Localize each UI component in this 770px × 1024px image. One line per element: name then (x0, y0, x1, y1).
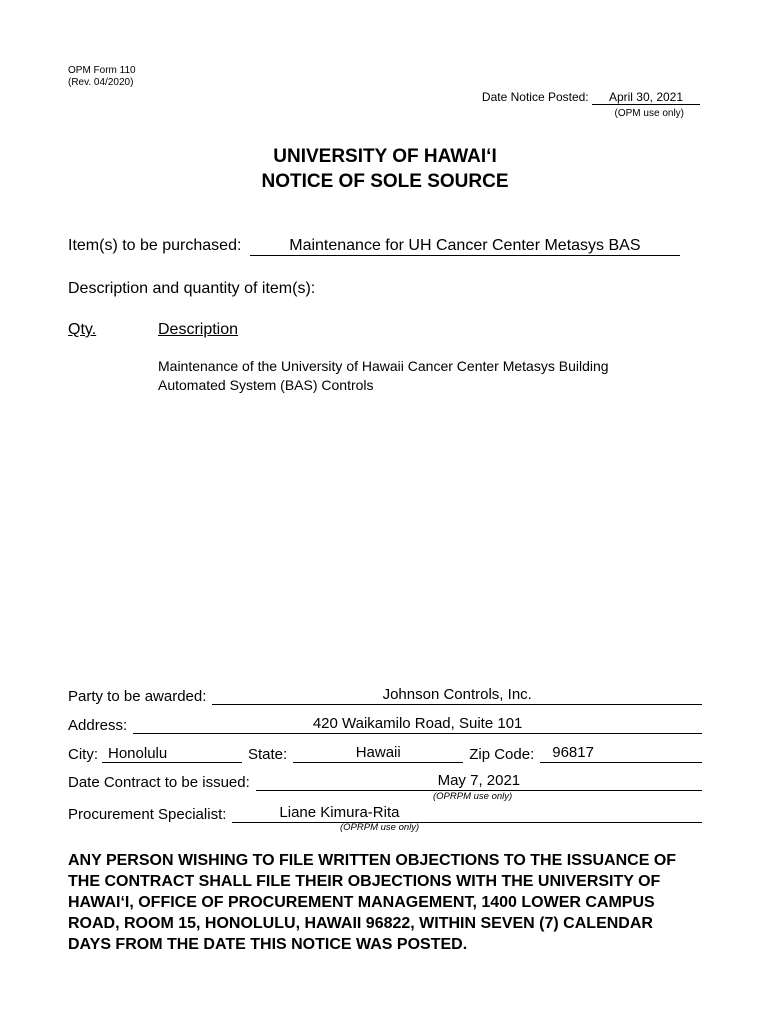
specialist-row (68, 804, 702, 823)
description-heading: Description and quantity of item(s): (68, 280, 316, 297)
items-purchased-row (68, 237, 680, 256)
items-purchased-label: Item(s) to be purchased: (68, 237, 242, 254)
form-number: OPM Form 110 (68, 65, 136, 76)
page-title (0, 144, 770, 194)
date-posted-row (482, 90, 700, 105)
city-state-zip-row (68, 744, 702, 763)
form-code (68, 65, 136, 89)
address-label: Address: (68, 717, 128, 734)
address-value: 420 Waikamilo Road, Suite 101 (133, 715, 702, 734)
date-posted-value: April 30, 2021 (592, 90, 700, 105)
specialist-value: Liane Kimura-Rita (232, 804, 702, 823)
contract-date-row (68, 772, 702, 791)
form-revision: (Rev. 04/2020) (68, 77, 134, 88)
contract-date-note: (OPRPM use only) (433, 791, 513, 802)
contract-date-value: May 7, 2021 (256, 772, 702, 791)
party-label: Party to be awarded: (68, 688, 207, 705)
party-value: Johnson Controls, Inc. (212, 686, 702, 705)
zip-label: Zip Code: (469, 746, 535, 763)
date-posted-label: Date Notice Posted: (481, 90, 589, 104)
contract-date-label: Date Contract to be issued: (68, 774, 250, 791)
state-label: State: (248, 746, 288, 763)
city-label: City: (68, 746, 98, 763)
title-university: UNIVERSITY OF HAWAI‘I (273, 146, 497, 167)
item-description: Maintenance of the University of Hawaii Cancer Center Metasys Building Automated System (BAS) Controls (158, 358, 609, 393)
opm-use-note: (OPM use only) (614, 108, 684, 119)
items-purchased-value: Maintenance for UH Cancer Center Metasys BAS (250, 237, 680, 256)
address-row (68, 715, 702, 734)
specialist-label: Procurement Specialist: (68, 806, 227, 823)
party-row (68, 686, 702, 705)
zip-value: 96817 (540, 744, 702, 763)
description-header: Description (158, 321, 239, 338)
state-value: Hawaii (293, 744, 463, 763)
title-notice: NOTICE OF SOLE SOURCE (261, 171, 509, 192)
specialist-note: (OPRPM use only) (340, 822, 420, 833)
city-value: Honolulu (102, 745, 242, 763)
objection-notice: ANY PERSON WISHING TO FILE WRITTEN OBJECTIONS TO THE ISSUANCE OF THE CONTRACT SHALL FILE THEIR OBJECTIONS WITH THE UNIVERSITY OF HAWAI‘I, OFFICE OF PROCUREMENT MANAGEMENT, 1400 LOWER CAMPUS ROAD, ROOM 15, HONOLULU, HAWAII 96822, WITHIN SEVEN (7) CALENDAR DAYS FROM THE DATE THIS NOTICE WAS POSTED. (68, 852, 677, 953)
qty-header: Qty. (68, 321, 97, 338)
